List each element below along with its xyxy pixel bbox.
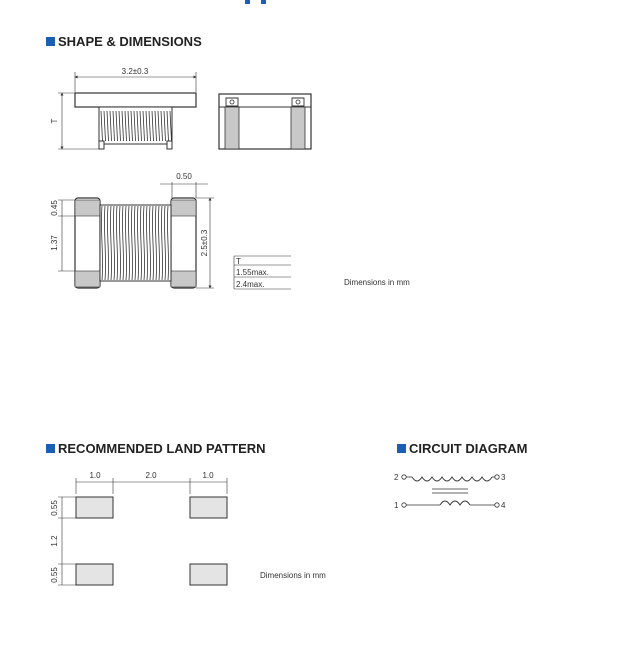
land-title-text: RECOMMENDED LAND PATTERN <box>58 441 266 456</box>
circuit-diagram <box>394 473 506 510</box>
dim-045-label: 0.45 <box>50 200 59 216</box>
dim-length-label: 3.2±0.3 <box>121 67 149 76</box>
land-dim-center: 1.2 <box>50 535 59 547</box>
land-dim-left: 1.0 <box>89 471 101 480</box>
inductor-top-coil <box>412 477 492 481</box>
land-dim-top: 0.55 <box>50 500 59 516</box>
dim-T-label: T <box>50 118 59 124</box>
front-top-plate <box>75 93 196 107</box>
dim-width-label: 2.5±0.3 <box>200 229 209 257</box>
land-pad-top-right <box>190 497 227 518</box>
shape-title-text: SHAPE & DIMENSIONS <box>58 34 202 49</box>
land-pad-top-left <box>76 497 113 518</box>
side-view <box>219 94 311 149</box>
side-terminal-left <box>225 107 239 149</box>
pin-4-label: 4 <box>501 501 506 510</box>
table-row-value-1: 1.55max. <box>236 268 269 277</box>
land-pattern <box>50 471 227 585</box>
pin-2-label: 2 <box>394 473 399 482</box>
land-dim-bottom: 0.55 <box>50 567 59 583</box>
circuit-title-text: CIRCUIT DIAGRAM <box>409 441 528 456</box>
top-view <box>50 172 214 288</box>
land-dimensions-note: Dimensions in mm <box>260 571 326 580</box>
land-dim-mid: 2.0 <box>145 471 157 480</box>
land-dim-right: 1.0 <box>202 471 214 480</box>
pin-1-label: 1 <box>394 501 399 510</box>
side-terminal-right <box>291 107 305 149</box>
land-pad-bottom-right <box>190 564 227 585</box>
land-pad-bottom-left <box>76 564 113 585</box>
front-view <box>50 67 196 149</box>
shape-dimensions-note: Dimensions in mm <box>344 278 410 287</box>
table-row-header: T <box>236 257 241 266</box>
pin-3-label: 3 <box>501 473 506 482</box>
dim-137-label: 1.37 <box>50 235 59 251</box>
dimension-table <box>234 256 291 289</box>
table-row-value-2: 2.4max. <box>236 280 265 289</box>
inductor-bottom-coil <box>440 501 470 505</box>
dim-050-label: 0.50 <box>176 172 192 181</box>
